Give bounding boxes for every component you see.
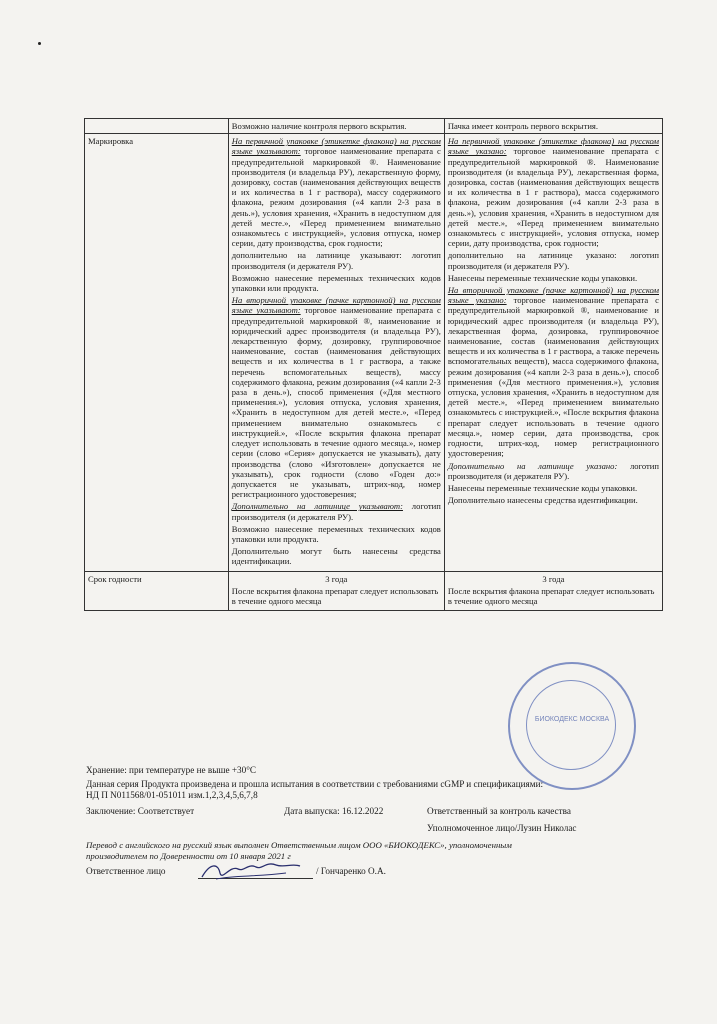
paragraph: Дополнительно нанесены средства идентификации.	[447, 495, 638, 506]
seal-inner-ring	[526, 680, 616, 770]
paragraph: Дополнительно могут быть нанесены средства идентификации.	[231, 546, 441, 567]
translation-line-1: Перевод с английского на русский язык выполнен Ответственным лицом ООО «БИОКОДЕКС», уполномоченным	[86, 840, 512, 850]
table-cell	[228, 571, 444, 611]
paragraph-text: торговое наименование препарата с предупредительной маркировкой ®, наименование и юридический адрес производителя (и владельца РУ), лекарственную форму, дозировку, группировочное наименование, состав (наименования действующих веществ и их количества в 1 г раствора, а также перечень вспомогательных веществ), массу содержимого флакона, режим дозирования («4 капли 2-3 раза в день.»), способ применения («Для местного применения.»), условия отпуска, условия хранения, «Хранить в недоступном для детей месте.», «Перед применением внимательно ознакомьтесь с инструкцией.», «После вскрытия флакона препарат следует использовать в течение одного месяца.», номер серии (слово «Серия» допускается не указывать), дату производства (слово «Изготовлен» допускается не указывать), срок годности (слово «Годен до:» допускается не указывать, штрих-код, номер регистрационного удостоверения;	[231, 305, 441, 500]
row-label	[85, 134, 229, 571]
table-row-marking	[85, 134, 663, 571]
cell-text: Возможно наличие контроля первого вскрытия.	[231, 121, 407, 131]
section-heading: На вторичной упаковке (пачке картонной) на русском языке указывают:	[231, 295, 441, 316]
section-heading: Дополнительно на латинице указано:	[447, 460, 618, 471]
section-heading: На первичной упаковке (этикетке флакона) на русском языке указано:	[447, 136, 659, 157]
row-label-text: Срок годности	[88, 573, 142, 584]
section-heading: На первичной упаковке (этикетке флакона) на русском языке указывают:	[231, 136, 441, 157]
comparison-table	[84, 118, 663, 611]
shelf-life-note: После вскрытия флакона препарат следует использовать в течение одного месяца	[231, 585, 439, 606]
table-row	[85, 119, 663, 134]
cell-text: Пачка имеет контроль первого вскрытия.	[447, 121, 599, 131]
release-date: Дата выпуска: 16.12.2022	[284, 806, 384, 816]
row-label-text: Маркировка	[88, 136, 134, 147]
paragraph	[448, 285, 659, 458]
paragraph	[232, 295, 441, 499]
translation-line-2: производителем по Доверенности от 10 января 2021 г	[86, 851, 291, 861]
authorized-person: Уполномоченное лицо/Лузин Николас	[427, 823, 577, 833]
table-row-shelf-life	[85, 571, 663, 611]
table-cell	[228, 134, 444, 571]
conclusion: Заключение: Соответствует	[86, 806, 195, 816]
section-heading: На вторичной упаковке (пачке картонной) на русском языке указано:	[447, 285, 659, 306]
storage-line: Хранение: при температуре не выше +30°С	[86, 765, 256, 775]
responsible-name: / Гончаренко О.А.	[316, 866, 386, 876]
paragraph-text: логотип производителя (и держателя РУ).	[447, 460, 659, 481]
qc-responsible: Ответственный за контроль качества	[427, 806, 571, 816]
section-heading: Дополнительно на латинице указывают:	[231, 501, 403, 512]
paragraph-text: торговое наименование препарата с предупредительной маркировкой ®. Наименование производителя (и владельца РУ), лекарственная форма, дозировка, состав (наименования действующих веществ и их количества в 1 г раствора), масса содержимого флакона, режим дозирования («4 капли 2-3 раза в день.»), условия хранения, «Хранить в недоступном для детей месте.», «Перед применением внимательно ознакомьтесь с инструкцией», условия отпуска, номер серии, дату производства, срок годности;	[447, 146, 659, 249]
paragraph-text: логотип производителя (и держателя РУ).	[231, 501, 441, 522]
gmp-line-1: Данная серия Продукта произведена и прошла испытания в соответствии с требованиями cGMP и спецификациями:	[86, 779, 544, 789]
row-label	[85, 571, 229, 611]
paragraph	[232, 501, 441, 521]
signature-icon	[196, 857, 306, 885]
shelf-life-value: 3 года	[325, 573, 348, 584]
paragraph: дополнительно на латинице указано: логотип производителя (и держателя РУ).	[447, 250, 659, 271]
paragraph: Нанесены переменные технические коды упаковки.	[447, 272, 638, 283]
table-cell	[228, 119, 444, 134]
paragraph-text: торговое наименование препарата с предупредительной маркировкой ®, наименование и юридический адрес производителя (и владельца РУ), лекарственная форма, дозировка, группировочное наименование, состав (наименования действующих веществ и их количества в 1 г раствора, а также перечень вспомогательных веществ), масса содержимого флакона, режим дозирования («4 капли 2-3 раза в день.»), способ применения («Для местного применения.»), условия отпуска, условия хранения, «Хранить в недоступном для детей месте.», «Перед применением внимательно ознакомьтесь с инструкцией.», «После вскрытия флакона препарат следует использовать в течение одного месяца.», номер серии, дата производства, срок годности, штрих-код, номер регистрационного удостоверения;	[447, 295, 659, 459]
paragraph: Возможно нанесение переменных технических кодов упаковки или продукта.	[231, 272, 441, 294]
shelf-life-value: 3 года	[542, 573, 565, 584]
paragraph: Возможно нанесение переменных технических кодов упаковки или продукта.	[231, 523, 441, 544]
paragraph	[448, 461, 659, 481]
gmp-line-2: НД П N011568/01-051011 изм.1,2,3,4,5,6,7,8	[86, 790, 258, 800]
paragraph	[448, 136, 659, 248]
responsible-label: Ответственное лицо	[86, 866, 166, 876]
paragraph	[232, 136, 441, 248]
paragraph: Нанесены переменные технические коды упаковки.	[447, 482, 638, 493]
table-cell	[444, 571, 662, 611]
seal-text: БИОКОДЕКС МОСКВА	[534, 716, 610, 723]
table-cell	[444, 134, 662, 571]
paragraph-text: торговое наименование препарата с предупредительной маркировкой ®. Наименование производителя (и владельца РУ), лекарственную форму, дозировку, состав (наименования действующих веществ и их количества в 1 г раствора), массу содержимого флакона, режим дозирования («4 капли 2-3 раза в день.»), условия хранения, «Хранить в недоступном для детей месте.», «Перед применением внимательно ознакомьтесь с инструкцией», условия отпуска, номер серии, дату производства, срок годности;	[231, 146, 441, 249]
table-cell	[444, 119, 662, 134]
shelf-life-note: После вскрытия флакона препарат следует использовать в течение одного месяца	[447, 585, 655, 606]
table-cell-empty	[85, 119, 229, 134]
scan-speck	[38, 42, 41, 45]
paragraph: дополнительно на латинице указывают: логотип производителя (и держателя РУ).	[231, 250, 441, 271]
